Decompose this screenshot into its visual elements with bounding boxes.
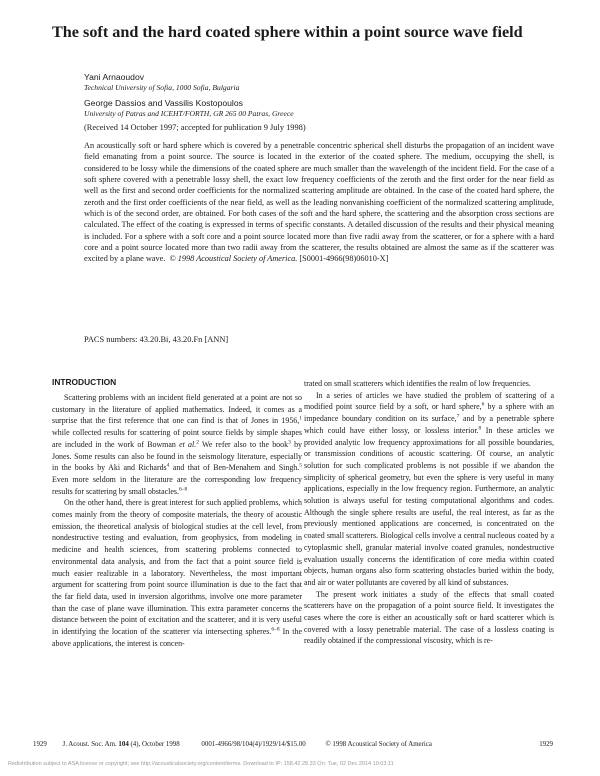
intro-paragraph-continued: trated on small scatterers which identifies the realm of low frequencies.	[304, 379, 531, 388]
affiliation-1: Technical University of Sofia, 1000 Sofia, Bulgaria	[84, 83, 240, 92]
footer-journal: J. Acoust. Soc. Am. 104 (4), October 1998	[62, 741, 180, 748]
abstract-doi: [S0001-4966(98)06010-X]	[299, 254, 389, 264]
abstract-copyright: © 1998 Acoustical Society of America.	[169, 254, 298, 264]
footer-code: 0001-4966/98/104(4)/1929/14/$15.00	[201, 741, 306, 748]
intro-paragraph-3: In a series of articles we have studied the problem of scattering of a modified point source field by a soft, or hard sphere,$^6$ by a sphere with an impedance boundary condition on its surface,$^7$ and by a penetrable sphere which could have either lossy, or lossless interior.$^8$ In these articles we provided analytic low frequency approximations for all possible boundaries, or transmission conditions of acoustic scattering. Of course, an analytic solution for such complicated problems is not possible if we abandon the simplicity of spherical geometry, but even the sphere is very useful in many applications, especially in the low frequency region. Furthermore, an analytic solution is always useful for testing computational algorithms and codes. Although the single sphere results are useful, the real interest, as far as the previously mentioned applications are concerned, is concentrated on the coated small scatterers. Biological cells involve a central nucleous coated by a cytoplasmic shell, granular material involve coated granules, nondestructive evaluation usually concerns the identification of core media within coated objects, human organs also form scattering obstacles buried within the body, and air or water pollutants are covered by all kind of substances.	[304, 390, 555, 587]
abstract-text: An acoustically soft or hard sphere which is covered by a penetrable concentric spherical shell disturbs the propagation of an incident wave field emanating from a point source. The source is located in the exterior of the coated sphere. The medium, occupying the shell, is considered to be lossy while the dimensions of the coated sphere are much smaller than the wavelength of the incident field. For the case of a soft sphere covered with a penetrable lossy shell, the exact low frequency coefficients of the zeroth and the first order for the near field as well as the first and second order coefficients for the normalized scattering amplitude are obtained. In the case of the coated hard sphere, the zeroth and the first order coefficients of the near field, as well as the leading nonvanishing coefficient of the normalized scattering amplitude, which is of the second order, are obtained. For both cases of the soft and the hard sphere, the scattering and the absorption cross sections are calculated. The effect of the coating is expressed in terms of specific constants. A detailed discussion of the results and their physical meaning is included. For a sphere with a soft core and a point source located more than five radii away from the scatterer, or for a sphere with a hard core and a point source located more than two radii away from the scatterer, the results obtained are almost the same as if the scatterer was excited by a plane wave.	[84, 141, 554, 264]
article-title: The soft and the hard coated sphere within a point source wave field	[52, 23, 523, 41]
pacs-numbers: PACS numbers: 43.20.Bi, 43.20.Fn [ANN]	[84, 335, 229, 344]
right-column	[304, 378, 554, 647]
abstract	[84, 140, 554, 265]
intro-paragraph-4: The present work initiates a study of the effects that small coated scatterers have on the propagation of a point source field. It investigates the cases where the core is either an acoustically soft or hard scatterer which is covered with a lossy penetrable material. The case of a lossless coating is readily obtained if the compressional viscosity, which is re-	[304, 589, 554, 646]
redistribution-notice: Redistribution subject to ASA license or copyright; see http://acousticalsociety.org/content/terms. Download to IP: 158.42.28.33 On: Tue, 02 Dec 2014 10:03:11	[8, 761, 394, 767]
footer-copyright: © 1998 Acoustical Society of America	[325, 741, 432, 748]
footer-page-left: 1929	[33, 741, 47, 748]
intro-paragraph-1: Scattering problems with an incident field generated at a point are not so customary in the literature of applied mathematics. Indeed, it comes as a surprise that the first reference that one can find is that of Jones in 1956,$^1$ while collected results for scattering of point source fields by simple shapes are included in the work of Bowman et al.$^2$ We refer also to the book$^3$ by Jones. Some results can also be found in the seismology literature, especially in the books by Aki and Richards$^4$ and that of Ben-Menahem and Singh.$^5$ Even more seldom in the literature are the corresponding low frequency results for scattering by small obstacles.$^{6-8}$	[52, 393, 303, 496]
affiliation-2: University of Patras and ICEHT/FORTH, GR 265 00 Patras, Greece	[84, 109, 294, 118]
left-column	[52, 392, 302, 649]
footer-page-right: 1929	[539, 741, 553, 748]
author-line-1: Yani Arnaoudov	[84, 72, 145, 82]
page-footer	[33, 741, 553, 748]
intro-paragraph-2: On the other hand, there is great interest for such applied problems, which comes mainly from the theory of composite materials, the theory of acoustic emission, the theoretical analysis of biological studies at the cell level, from nondestructive testing and evaluation, from geophysics, from modeling in medicine and health sciences, from scattering problems connected to environmental data analysis, and from the fact that a point source field is much easier realizable in a laboratory. Nevertheless, the most important argument for scattering from point source illumination is due to the fact that the far field data, used in inversion algorithms, involve one more parameter than the case of plane wave illumination. This extra parameter concerns the distance between the point of excitation and the scatterer, and it is very useful in identifying the location of the scatterer via intersecting spheres.$^{6-8}$ In the above applications, the interest is concen-	[52, 498, 302, 648]
author-line-2: George Dassios and Vassilis Kostopoulos	[84, 98, 243, 108]
section-heading-introduction: INTRODUCTION	[52, 377, 117, 387]
received-dates: (Received 14 October 1997; accepted for publication 9 July 1998)	[84, 123, 306, 132]
